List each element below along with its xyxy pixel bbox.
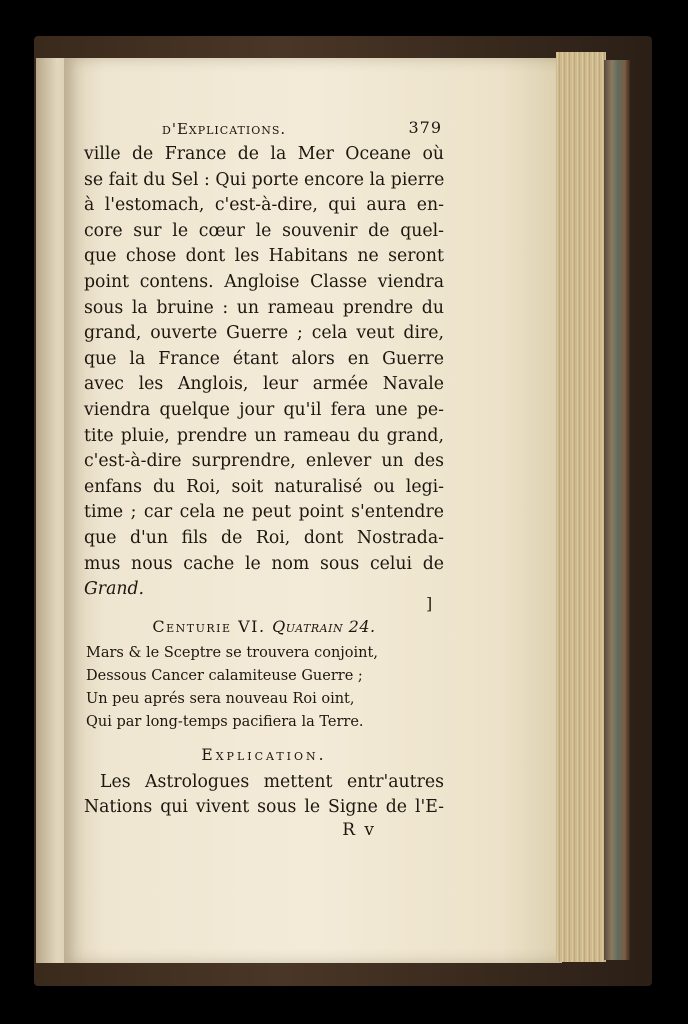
text-line: c'est-à-dire surprendre, enlever un des: [84, 451, 444, 472]
verse-line: Un peu aprés sera nouveau Roi oint,: [86, 690, 355, 707]
verse-line: Dessous Cancer calamiteuse Guerre ;: [86, 667, 363, 684]
text-line: Les Astrologues mettent entr'autres: [100, 771, 444, 792]
text-line: à l'estomach, c'est-à-dire, qui aura en-: [84, 195, 444, 216]
text-line: Nations qui vivent sous le Signe de l'E-: [84, 797, 444, 818]
quatrain-heading: [84, 617, 444, 636]
page-text: [84, 118, 444, 840]
text-line: Grand.: [84, 579, 145, 600]
text-line: time ; car cela ne peut point s'entendre: [84, 502, 444, 523]
text-line: que chose dont les Habitans ne seront: [84, 246, 444, 267]
text-line: se fait du Sel : Qui porte encore la pierre: [84, 169, 445, 190]
text-line: que la France étant alors en Guerre: [84, 348, 444, 369]
text-line: viendra quelque jour qu'il fera une pe-: [84, 399, 444, 420]
explication-heading: Explication.: [201, 745, 327, 764]
running-head: [84, 118, 444, 142]
cover-edge: [604, 60, 630, 960]
paragraph-2: [84, 770, 444, 821]
centurie-label: Centurie VI.: [152, 616, 266, 636]
text-line: core sur le cœur le souvenir de quel-: [84, 220, 444, 241]
text-line: grand, ouverte Guerre ; cela veut dire,: [84, 323, 444, 344]
quatrain-verses: [86, 642, 444, 734]
page-number: 379: [408, 118, 442, 137]
signature-mark: R v: [342, 819, 376, 840]
text-line: point contens. Angloise Classe viendra: [84, 271, 444, 292]
quatrain-label: Quatrain 24.: [272, 616, 376, 636]
text-line: sous la bruine : un rameau prendre du: [84, 297, 444, 318]
verse-line: Mars & le Sceptre se trouvera conjoint,: [86, 644, 378, 661]
text-line: ville de France de la Mer Oceane où: [84, 144, 444, 164]
text-line: enfans du Roi, soit naturalisé ou legi-: [84, 476, 444, 497]
running-head-title: d'Explications.: [162, 120, 287, 138]
text-line: tite pluie, prendre un rameau du grand,: [84, 425, 444, 446]
margin-bracket: ]: [426, 594, 433, 613]
text-line: mus nous cache le nom sous celui de: [84, 553, 444, 574]
text-line: avec les Anglois, leur armée Navale: [84, 374, 444, 395]
text-line: que d'un fils de Roi, dont Nostrada-: [84, 527, 444, 548]
verse-line: Qui par long-temps pacifiera la Terre.: [86, 713, 364, 730]
paragraph-1: [84, 142, 444, 603]
page-fore-edge: [556, 52, 606, 962]
